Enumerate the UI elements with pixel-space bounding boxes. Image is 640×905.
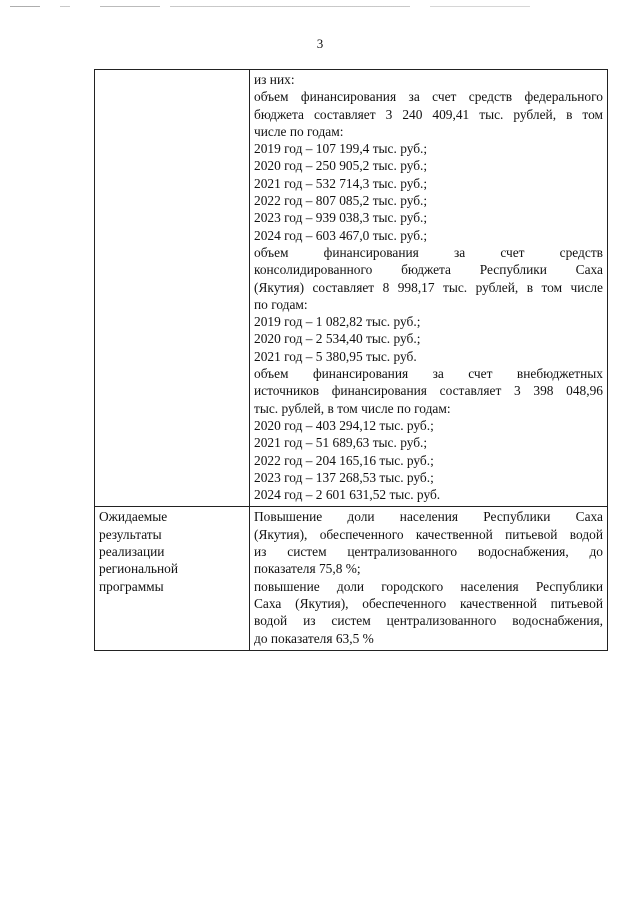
results-label-line-3: реализации [99, 544, 165, 560]
result-2-line-4: до показателя 63,5 % [254, 630, 374, 646]
consolidated-text-line-3: (Якутия) составляет 8 998,17 тыс. рублей, в том числе [254, 279, 603, 295]
result-2-line-2: Саха (Якутия), обеспеченного качественной питьевой [254, 595, 603, 611]
result-1-line-4: показателя 75,8 %; [254, 561, 361, 577]
result-1-line-3: из систем централизованного водоснабжения, до [254, 544, 603, 560]
financing-label-cell [95, 70, 250, 507]
extrabudget-year-2023: 2023 год – 137 268,53 тыс. руб.; [254, 469, 434, 485]
consolidated-text-line-1: объем финансирования за счет средств [254, 244, 603, 260]
intro-text: из них: [254, 72, 295, 87]
result-2-line-3: водой из систем централизованного водоснабжения, [254, 613, 603, 629]
financing-content-cell [250, 70, 608, 507]
page-number: 3 [316, 36, 324, 51]
federal-year-2020: 2020 год – 250 905,2 тыс. руб.; [254, 158, 428, 174]
extrabudget-text-line-1: объем финансирования за счет внебюджетных [254, 366, 603, 382]
federal-year-2023: 2023 год – 939 038,3 тыс. руб.; [254, 210, 428, 226]
federal-year-2021: 2021 год – 532 714,3 тыс. руб.; [254, 175, 428, 191]
result-1-line-2: (Якутия), обеспеченного качественной питьевой водой [254, 526, 603, 542]
extrabudget-year-2024: 2024 год – 2 601 631,52 тыс. руб. [254, 487, 441, 503]
table-row-results [95, 507, 608, 650]
federal-text-line-2: бюджета составляет 3 240 409,41 тыс. рублей, в том [254, 106, 603, 122]
consolidated-year-2021: 2021 год – 5 380,95 тыс. руб. [254, 348, 417, 364]
passport-table [94, 69, 608, 651]
table-row-financing [95, 70, 608, 507]
federal-text-line-1: объем финансирования за счет средств федерального [254, 89, 603, 105]
result-2-line-1: повышение доли городского населения Республики [254, 578, 603, 594]
consolidated-year-2020: 2020 год – 2 534,40 тыс. руб.; [254, 331, 421, 347]
consolidated-text-line-2: консолидированного бюджета Республики Саха [254, 262, 603, 278]
extrabudget-year-2022: 2022 год – 204 165,16 тыс. руб.; [254, 452, 434, 468]
extrabudget-text-line-3: тыс. рублей, в том числе по годам: [254, 400, 451, 416]
federal-text-line-3: числе по годам: [254, 123, 344, 139]
federal-year-2024: 2024 год – 603 467,0 тыс. руб.; [254, 227, 428, 243]
consolidated-year-2019: 2019 год – 1 082,82 тыс. руб.; [254, 314, 421, 330]
result-1-line-1: Повышение доли населения Республики Саха [254, 509, 603, 525]
results-label-line-2: результаты [99, 526, 162, 542]
extrabudget-year-2021: 2021 год – 51 689,63 тыс. руб.; [254, 435, 428, 451]
consolidated-text-line-4: по годам: [254, 296, 308, 312]
extrabudget-text-line-2: источников финансирования составляет 3 398 048,96 [254, 383, 603, 399]
federal-year-2019: 2019 год – 107 199,4 тыс. руб.; [254, 141, 428, 157]
federal-year-2022: 2022 год – 807 085,2 тыс. руб.; [254, 193, 428, 209]
results-label-line-4: региональной [99, 561, 179, 577]
scan-artifact-line [10, 6, 530, 7]
results-label-cell [95, 507, 250, 650]
results-label-line-5: программы [99, 578, 164, 594]
results-label-line-1: Ожидаемые [99, 509, 168, 525]
extrabudget-year-2020: 2020 год – 403 294,12 тыс. руб.; [254, 417, 434, 433]
results-content-cell [250, 507, 608, 650]
